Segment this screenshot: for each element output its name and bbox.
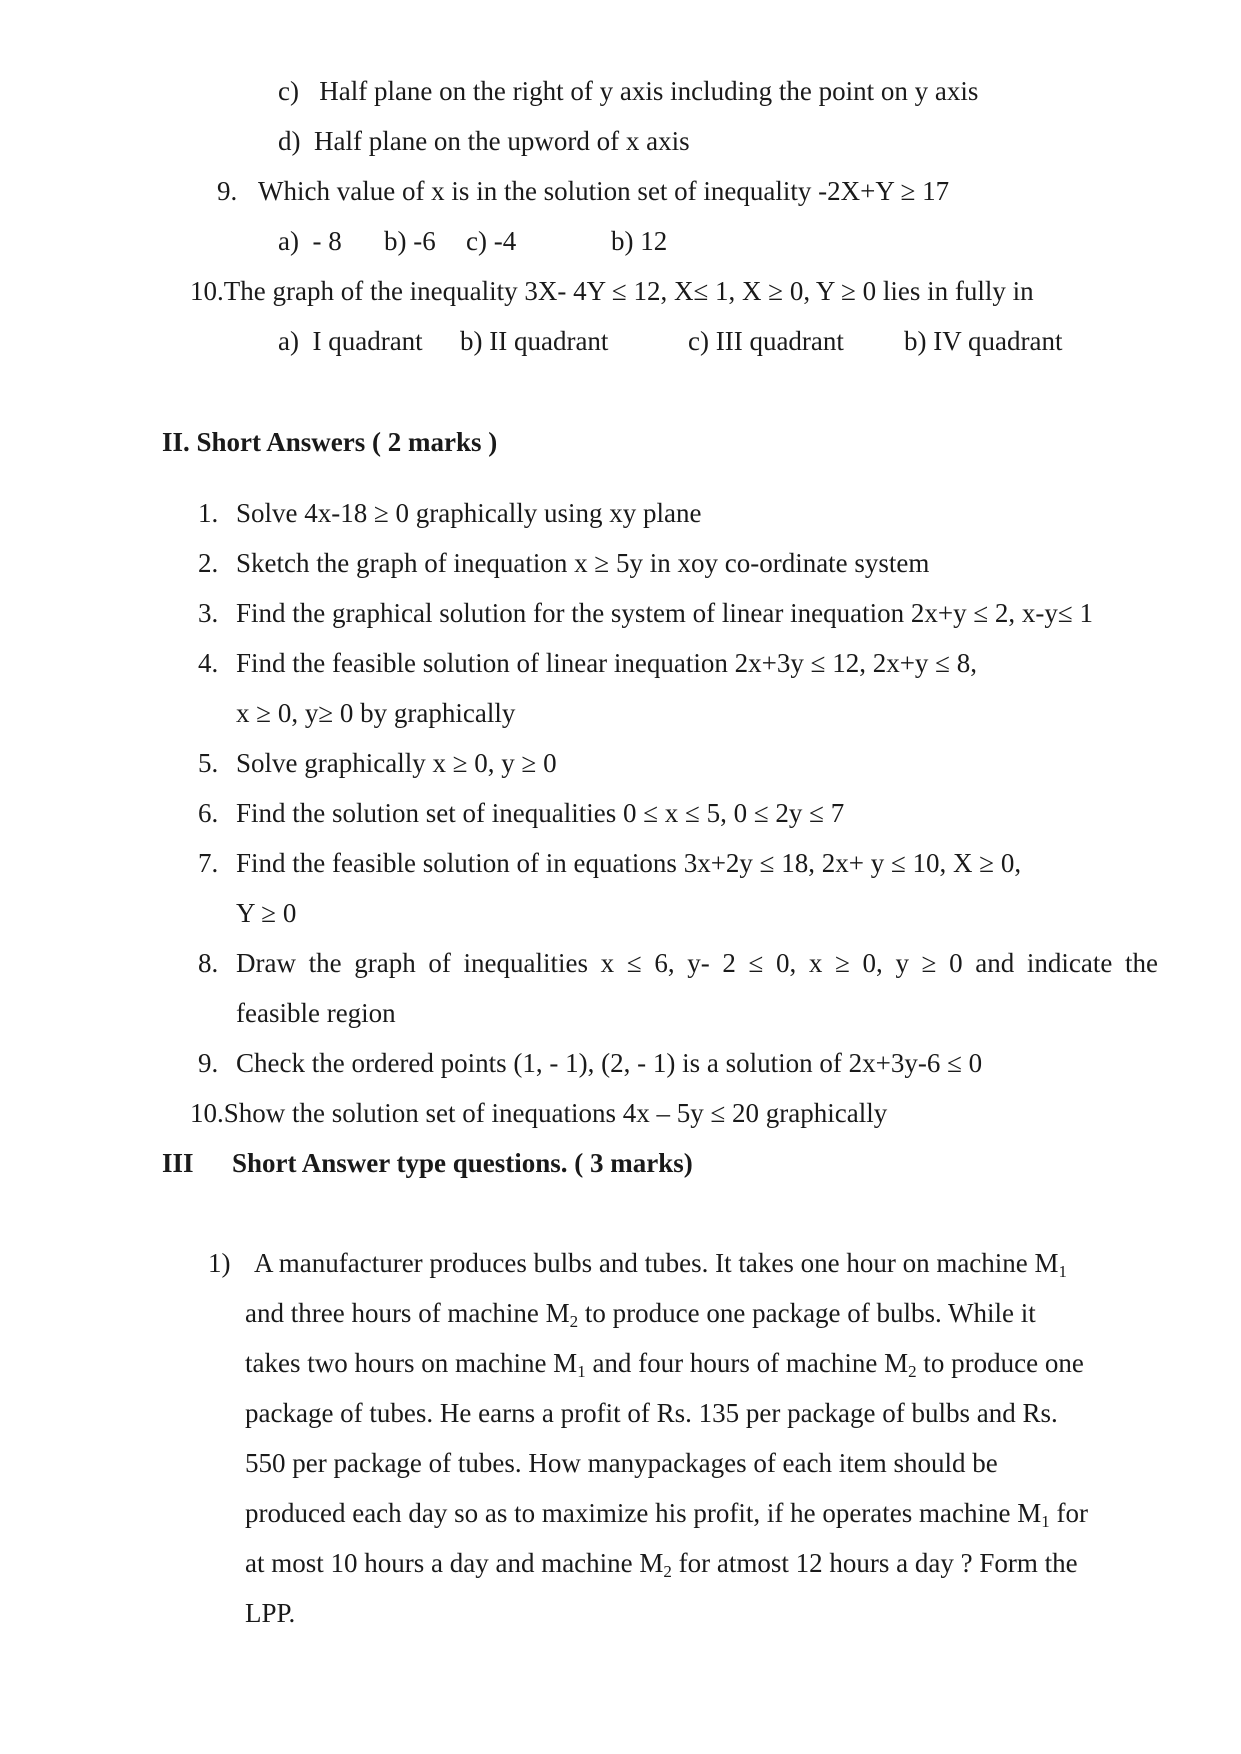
section-heading: Short Answer type questions. ( 3 marks) [232,1148,693,1178]
list-item-continuation: feasible region [236,998,396,1028]
question-text: Which value of x is in the solution set of inequality -2X+Y ≥ 17 [258,176,950,206]
option-a: a) - 8 [278,226,342,256]
question-line: and three hours of machine $M_2$ to produce one package of bulbs. While it [245,1298,1036,1331]
option-c: c) -4 [466,226,517,256]
list-item: 2. Sketch the graph of inequation x ≥ 5y in xoy co-ordinate system [198,548,930,578]
question-9 [217,175,949,207]
option-c: c) III quadrant [688,326,844,356]
option-b: b) -6 [384,226,436,256]
question-line: A manufacturer produces bulbs and tubes. It takes one hour on machine $M_1$ [254,1248,1068,1281]
list-item: 1. Solve 4x-18 ≥ 0 graphically using xy plane [198,498,702,528]
question-line: 550 per package of tubes. How manypackages of each item should be [245,1448,998,1478]
list-item: 6. Find the solution set of inequalities 0 ≤ x ≤ 5, 0 ≤ 2y ≤ 7 [198,798,845,828]
option-d: b) 12 [611,226,668,256]
list-item-continuation: x ≥ 0, y≥ 0 by graphically [236,698,516,728]
question-line: takes two hours on machine $M_1$ and four hours of machine $M_2$ to produce one [245,1348,1084,1381]
option-a: a) I quadrant [278,326,423,356]
list-item: 8. Draw the graph of inequalities x ≤ 6, y- 2 ≤ 0, x ≥ 0, y ≥ 0 and indicate the [198,948,1158,978]
option-b: b) II quadrant [460,326,609,356]
list-item: 4. Find the feasible solution of linear inequation 2x+3y ≤ 12, 2x+y ≤ 8, [198,648,977,678]
option-d: d) Half plane on the upword of x axis [278,126,690,156]
option-c: c) Half plane on the right of y axis including the point on y axis [278,76,979,106]
question-line: produced each day so as to maximize his profit, if he operates machine $M_1$ for [245,1498,1088,1531]
question-line: at most 10 hours a day and machine $M_2$ for atmost 12 hours a day ? Form the [245,1548,1078,1581]
list-item: 5. Solve graphically x ≥ 0, y ≥ 0 [198,748,557,778]
question-number: 1) [208,1248,231,1278]
question-number: 9. [217,176,238,206]
list-item: 7. Find the feasible solution of in equations 3x+2y ≤ 18, 2x+ y ≤ 10, X ≥ 0, [198,848,1022,878]
option-d: b) IV quadrant [904,326,1063,356]
list-item: 10.Show the solution set of inequations 4x – 5y ≤ 20 graphically [190,1098,888,1128]
question-text: The graph of the inequality 3X- 4Y ≤ 12, X≤ 1, X ≥ 0, Y ≥ 0 lies in fully in [223,276,1034,306]
question-line: LPP. [245,1598,296,1628]
question-10 [190,275,1034,307]
list-item: 3. Find the graphical solution for the system of linear inequation 2x+y ≤ 2, x-y≤ 1 [198,598,1093,628]
question-number: 10. [190,276,224,306]
list-item: 9. Check the ordered points (1, - 1), (2, - 1) is a solution of 2x+3y-6 ≤ 0 [198,1048,983,1078]
section-label: III [162,1148,194,1178]
section-heading: II. Short Answers ( 2 marks ) [162,427,498,457]
list-item-continuation: Y ≥ 0 [236,898,297,928]
question-line: package of tubes. He earns a profit of Rs. 135 per package of bulbs and Rs. [245,1398,1058,1428]
